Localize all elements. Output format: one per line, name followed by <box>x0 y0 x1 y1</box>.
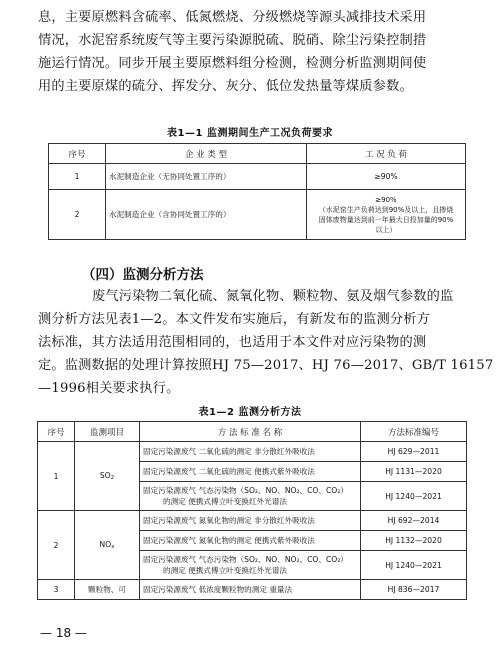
col-header: 方 法 标 准 名 称 <box>140 422 361 442</box>
text-line: 测分析方法见表1—2。本文件发布实施后，有新发布的监测分析方 <box>38 312 431 327</box>
cell-no: 1 <box>49 164 106 190</box>
cell-item <box>75 511 140 580</box>
text-line: 息，主要原燃料含硫率、低氮燃烧、分级燃烧等源头减排技术采用 <box>38 10 427 25</box>
cell-no: 2 <box>38 511 75 580</box>
item-subscript: 2 <box>110 475 115 481</box>
cell-item <box>75 442 140 511</box>
cell-method <box>140 482 361 511</box>
col-header: 工 况 负 荷 <box>307 144 466 164</box>
text-line: —1996相关要求执行。 <box>38 381 180 396</box>
cell-code: HJ 1131—2020 <box>361 462 467 482</box>
cell-code: HJ 1240—2021 <box>361 551 467 580</box>
table-row <box>49 190 466 240</box>
cell-method: 固定污染源废气 氮氧化物的测定 便携式紫外吸收法 <box>140 531 361 551</box>
page-number: — 18 — <box>40 626 87 640</box>
cell-type: 水泥制造企业（无协同处置工序的） <box>106 164 307 190</box>
cell-method: 固定污染源废气 氮氧化物的测定 非分散红外吸收法 <box>140 511 361 531</box>
analysis-method-table <box>37 421 467 600</box>
method-line: 固定污染源废气 气态污染物（SO₂、NO、NO₂、CO、CO₂） <box>143 486 348 495</box>
table-row <box>38 511 467 531</box>
section-heading: （四）监测分析方法 <box>82 267 204 283</box>
table-header-row <box>38 422 467 442</box>
cell-method <box>140 551 361 580</box>
cell-load <box>307 190 466 240</box>
cell-type: 水泥制造企业（含协同处置工序的） <box>106 190 307 240</box>
cell-no: 1 <box>38 442 75 511</box>
table2-caption: 表1—2 监测分析方法 <box>198 407 302 418</box>
load-line: 固体废物量达到前一年最大日投加量的90% <box>318 215 454 224</box>
col-header: 方法标准编号 <box>361 422 467 442</box>
cell-no: 3 <box>38 580 75 600</box>
intro-paragraph <box>38 6 446 98</box>
cell-code: HJ 692—2014 <box>361 511 467 531</box>
method-line: 的测定 便携式傅立叶变换红外光谱法 <box>163 497 287 506</box>
table1-caption: 表1—1 监测期间生产工况负荷要求 <box>167 128 333 139</box>
method-line: 固定污染源废气 气态污染物（SO₂、NO、NO₂、CO、CO₂） <box>143 555 348 564</box>
cell-method: 固定污染源废气 二氧化硫的测定 非分散红外吸收法 <box>140 442 361 462</box>
text-line: 用的主要原煤的硫分、挥发分、灰分、低位发热量等煤质参数。 <box>38 79 413 94</box>
load-requirement-table <box>48 143 466 240</box>
load-line: 以上） <box>375 225 397 234</box>
text-line: 法标准，其方法适用范围相同的，也适用于本文件对应污染物的测 <box>38 335 427 350</box>
load-line: （水泥窑生产负荷达到90%及以上，且掺烧 <box>318 205 454 214</box>
item-name: NO <box>99 540 112 549</box>
methods-paragraph <box>38 285 494 400</box>
col-header: 企 业 类 型 <box>106 144 307 164</box>
col-header: 序号 <box>38 422 75 442</box>
cell-code: HJ 836—2017 <box>361 580 467 600</box>
cell-item: 颗粒物、可 <box>75 580 140 600</box>
text-line: 定。监测数据的处理计算按照HJ 75—2017、HJ 76—2017、GB/T 16157 <box>38 358 494 373</box>
col-header: 监测项目 <box>75 422 140 442</box>
load-line: ≥90% <box>375 195 397 204</box>
table-row <box>38 442 467 462</box>
item-subscript: x <box>111 544 115 550</box>
table-row <box>38 580 467 600</box>
text-line: 情况，水泥窑系统废气等主要污染源脱硫、脱硝、除尘污染控制措 <box>38 33 427 48</box>
item-name: SO <box>99 471 111 480</box>
cell-method: 固定污染源废气 低浓度颗粒物的测定 重量法 <box>140 580 361 600</box>
col-header: 序号 <box>49 144 106 164</box>
method-line: 的测定 便携式傅立叶变换红外光谱法 <box>163 566 287 575</box>
text-line: 施运行情况。同步开展主要原燃料组分检测，检测分析监测期间使 <box>38 56 427 71</box>
text-line: 废气污染物二氧化硫、氮氧化物、颗粒物、氨及烟气参数的监 <box>92 289 454 304</box>
cell-code: HJ 1240—2021 <box>361 482 467 511</box>
table-header-row <box>49 144 466 164</box>
cell-code: HJ 629—2011 <box>361 442 467 462</box>
cell-code: HJ 1132—2020 <box>361 531 467 551</box>
table-row <box>49 164 466 190</box>
cell-load: ≥90% <box>307 164 466 190</box>
cell-method: 固定污染源废气 二氧化硫的测定 便携式紫外吸收法 <box>140 462 361 482</box>
cell-no: 2 <box>49 190 106 240</box>
